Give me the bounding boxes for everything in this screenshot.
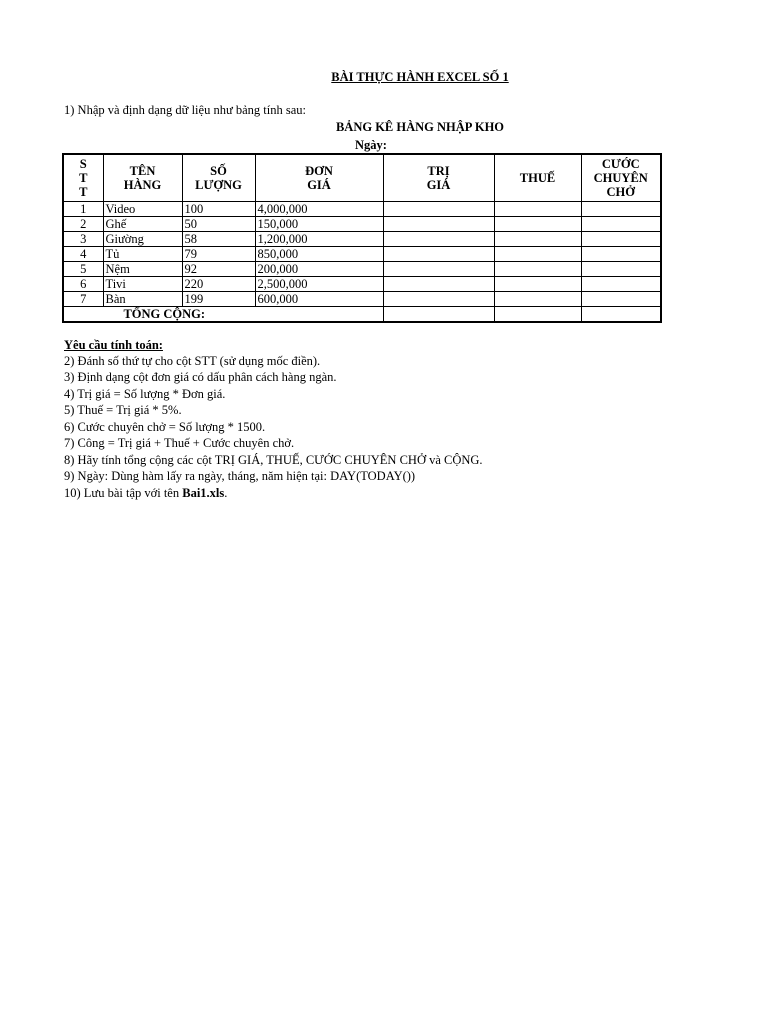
requirements-title: Yêu cầu tính toán: xyxy=(64,338,163,352)
cell-stt: 3 xyxy=(63,232,103,247)
cell-tri-gia xyxy=(383,262,494,277)
cell-stt: 2 xyxy=(63,217,103,232)
cell-ten: Ghế xyxy=(103,217,182,232)
document-title: BÀI THỰC HÀNH EXCEL SỐ 1 xyxy=(331,70,509,84)
cell-stt: 4 xyxy=(63,247,103,262)
cell-ten: Bàn xyxy=(103,292,182,307)
cell-sl: 199 xyxy=(182,292,255,307)
cell-tri-gia xyxy=(383,217,494,232)
cell-cuoc xyxy=(581,232,661,247)
date-label: Ngày: xyxy=(355,138,387,152)
header-don-gia: ĐƠN GIÁ xyxy=(255,154,383,202)
cell-dg: 1,200,000 xyxy=(255,232,383,247)
requirement-item: 8) Hãy tính tổng cộng các cột TRỊ GIÁ, THUẾ, CƯỚC CHUYÊN CHỞ và CỘNG. xyxy=(64,453,483,467)
header-ten-hang: TÊN HÀNG xyxy=(103,154,182,202)
cell-stt: 6 xyxy=(63,277,103,292)
total-cuoc xyxy=(581,307,661,323)
cell-thue xyxy=(494,217,581,232)
cell-thue xyxy=(494,232,581,247)
cell-tri-gia xyxy=(383,292,494,307)
requirement-item: 6) Cước chuyên chở = Số lượng * 1500. xyxy=(64,420,266,434)
requirement-item: 7) Công = Trị giá + Thuế + Cước chuyên chở. xyxy=(64,436,295,450)
total-label: TỔNG CỘNG: xyxy=(63,307,383,323)
requirement-item-save: 10) Lưu bài tập với tên Bai1.xls. xyxy=(64,486,228,500)
cell-dg: 850,000 xyxy=(255,247,383,262)
intro-text: 1) Nhập và định dạng dữ liệu như bảng tính sau: xyxy=(64,103,306,117)
cell-sl: 100 xyxy=(182,202,255,217)
table-row xyxy=(63,202,661,217)
header-stt: S T T xyxy=(63,154,103,202)
cell-stt: 1 xyxy=(63,202,103,217)
cell-dg: 600,000 xyxy=(255,292,383,307)
cell-sl: 79 xyxy=(182,247,255,262)
table-row xyxy=(63,232,661,247)
table-row xyxy=(63,262,661,277)
requirement-item: 3) Định dạng cột đơn giá có dấu phân cách hàng ngàn. xyxy=(64,370,337,384)
sheet-title: BẢNG KÊ HÀNG NHẬP KHO xyxy=(335,120,505,134)
requirement-item: 9) Ngày: Dùng hàm lấy ra ngày, tháng, năm hiện tại: DAY(TODAY()) xyxy=(64,469,416,483)
table-row xyxy=(63,277,661,292)
cell-dg: 150,000 xyxy=(255,217,383,232)
cell-thue xyxy=(494,292,581,307)
cell-sl: 50 xyxy=(182,217,255,232)
total-thue xyxy=(494,307,581,323)
cell-sl: 220 xyxy=(182,277,255,292)
cell-sl: 58 xyxy=(182,232,255,247)
cell-thue xyxy=(494,202,581,217)
cell-thue xyxy=(494,262,581,277)
total-row xyxy=(63,307,661,323)
cell-thue xyxy=(494,277,581,292)
cell-cuoc xyxy=(581,277,661,292)
header-row xyxy=(63,154,661,202)
total-tri-gia xyxy=(383,307,494,323)
header-thue: THUẾ xyxy=(494,154,581,202)
cell-tri-gia xyxy=(383,202,494,217)
file-name: Bai1.xls xyxy=(182,486,225,500)
requirement-item: 2) Đánh số thứ tự cho cột STT (sử dụng mốc điền). xyxy=(64,354,321,368)
cell-cuoc xyxy=(581,247,661,262)
cell-stt: 5 xyxy=(63,262,103,277)
header-cuoc: CƯỚC CHUYÊN CHỞ xyxy=(581,154,661,202)
cell-tri-gia xyxy=(383,232,494,247)
cell-tri-gia xyxy=(383,277,494,292)
cell-stt: 7 xyxy=(63,292,103,307)
table-row xyxy=(63,292,661,307)
cell-thue xyxy=(494,247,581,262)
header-so-luong: SỐ LƯỢNG xyxy=(182,154,255,202)
cell-ten: Tivi xyxy=(103,277,182,292)
cell-ten: Giường xyxy=(103,232,182,247)
cell-ten: Video xyxy=(103,202,182,217)
header-tri-gia: TRỊ GIÁ xyxy=(383,154,494,202)
requirement-item: 4) Trị giá = Số lượng * Đơn giá. xyxy=(64,387,226,401)
cell-cuoc xyxy=(581,202,661,217)
cell-cuoc xyxy=(581,292,661,307)
cell-cuoc xyxy=(581,262,661,277)
requirement-item: 5) Thuế = Trị giá * 5%. xyxy=(64,403,182,417)
cell-dg: 200,000 xyxy=(255,262,383,277)
cell-ten: Tủ xyxy=(103,247,182,262)
table-row xyxy=(63,217,661,232)
cell-sl: 92 xyxy=(182,262,255,277)
cell-dg: 4,000,000 xyxy=(255,202,383,217)
cell-ten: Nệm xyxy=(103,262,182,277)
cell-cuoc xyxy=(581,217,661,232)
table-row xyxy=(63,247,661,262)
cell-dg: 2,500,000 xyxy=(255,277,383,292)
cell-tri-gia xyxy=(383,247,494,262)
inventory-table xyxy=(62,153,662,323)
